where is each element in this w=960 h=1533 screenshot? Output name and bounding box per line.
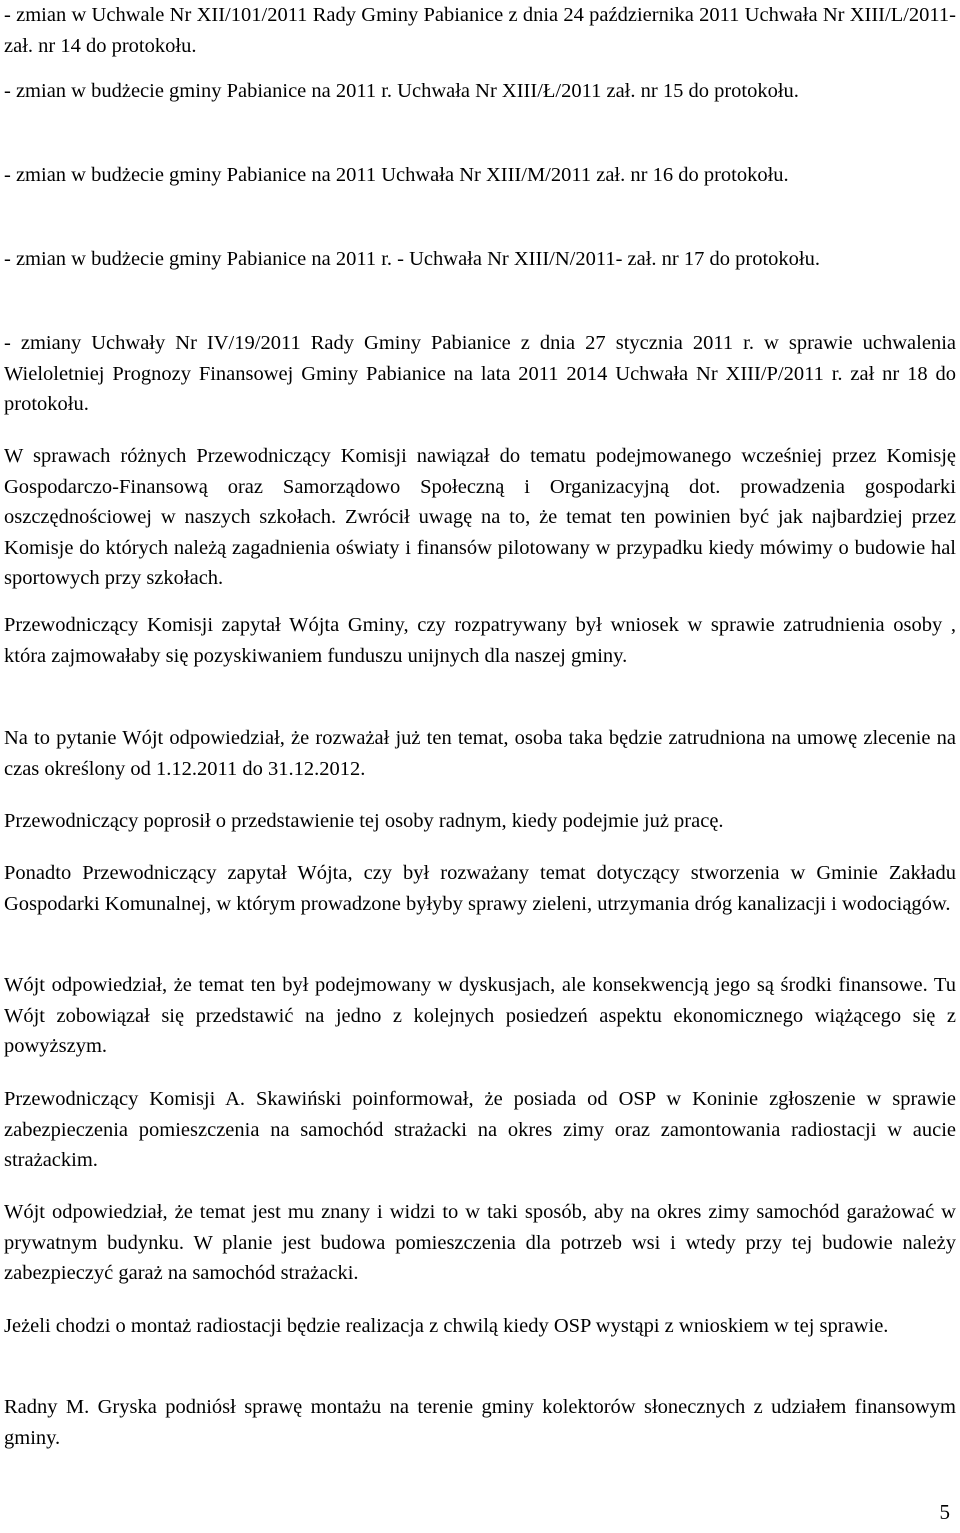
resolution-item-15: - zmian w budżecie gminy Pabianice na 2011 r. Uchwała Nr XIII/Ł/2011 zał. nr 15 do protokołu. xyxy=(4,80,799,102)
resolution-item-18: - zmiany Uchwały Nr IV/19/2011 Rady Gminy Pabianice z dnia 27 stycznia 2011 r. w sprawie uchwalenia Wieloletniej Prognozy Finansowej Gminy Pabianice na lata 2011 2014 Uchwała Nr XIII/P/2011 r. zał nr 18 do protokołu. xyxy=(4,332,956,415)
paragraph-eu-funds-question: Przewodniczący Komisji zapytał Wójta Gminy, czy rozpatrywany był wniosek w sprawie zatrudnienia osoby , która zajmowałaby się pozyskiwaniem funduszu unijnych dla naszej gminy. xyxy=(4,614,956,667)
document-page xyxy=(4,0,956,1533)
paragraph-mayor-answer-company: Wójt odpowiedział, że temat ten był podejmowany w dyskusjach, ale konsekwencją jego są środki finansowe. Tu Wójt zobowiązał się przedstawić na jedno z kolejnych posiedzeń aspektu ekonomicznego wiążącego się z powyższym. xyxy=(4,974,956,1057)
paragraph-radio-installation: Jeżeli chodzi o montaż radiostacji będzie realizacja z chwilą kiedy OSP wystąpi z wnioskiem w tej sprawie. xyxy=(4,1315,889,1337)
page-number: 5 xyxy=(939,1500,950,1524)
resolution-item-16: - zmian w budżecie gminy Pabianice na 2011 Uchwała Nr XIII/M/2011 zał. nr 16 do protokołu. xyxy=(4,164,789,186)
paragraph-mayor-answer-garage: Wójt odpowiedział, że temat jest mu znany i widzi to w taki sposób, aby na okres zimy samochód garażować w prywatnym budynku. W planie jest budowa pomieszczenia dla potrzeb wsi i wtedy przy tej budowie należy zabezpieczyć garaż na samochód strażacki. xyxy=(4,1201,956,1284)
paragraph-municipal-company-question: Ponadto Przewodniczący zapytał Wójta, czy był rozważany temat dotyczący stworzenia w Gminie Zakładu Gospodarki Komunalnej, w którym prowadzone byłyby sprawy zieleni, utrzymania dróg kanalizacji i wodociągów. xyxy=(4,862,956,915)
paragraph-introduce-person: Przewodniczący poprosił o przedstawienie tej osoby radnym, kiedy podejmie już pracę. xyxy=(4,810,724,832)
paragraph-other-matters: W sprawach różnych Przewodniczący Komisji nawiązał do tematu podejmowanego wcześniej przez Komisję Gospodarczo-Finansową oraz Samorządowo Społeczną i Organizacyjną dot. prowadzenia gospodarki oszczędnościowej w naszych szkołach. Zwrócił uwagę na to, że temat ten powinien być jak najbardziej przez Komisje do których należą zagadnienia oświaty i finansów pilotowany w przypadku kiedy mówimy o budowie hal sportowych przy szkołach. xyxy=(4,445,956,589)
paragraph-solar-collectors: Radny M. Gryska podniósł sprawę montażu na terenie gminy kolektorów słonecznych z udziałem finansowym gminy. xyxy=(4,1396,956,1449)
resolution-item-17: - zmian w budżecie gminy Pabianice na 2011 r. - Uchwała Nr XIII/N/2011- zał. nr 17 do protokołu. xyxy=(4,248,820,270)
paragraph-fire-brigade-request: Przewodniczący Komisji A. Skawiński poinformował, że posiada od OSP w Koninie zgłoszenie w sprawie zabezpieczenia pomieszczenia na samochód strażacki na okres zimy oraz zamontowania radiostacji w aucie strażackim. xyxy=(4,1088,956,1171)
paragraph-mayor-answer-hiring: Na to pytanie Wójt odpowiedział, że rozważał już ten temat, osoba taka będzie zatrudniona na umowę zlecenie na czas określony od 1.12.2011 do 31.12.2012. xyxy=(4,727,956,780)
resolution-item-14: - zmian w Uchwale Nr XII/101/2011 Rady Gminy Pabianice z dnia 24 października 2011 Uchwała Nr XIII/L/2011- zał. nr 14 do protokołu. xyxy=(4,4,956,57)
